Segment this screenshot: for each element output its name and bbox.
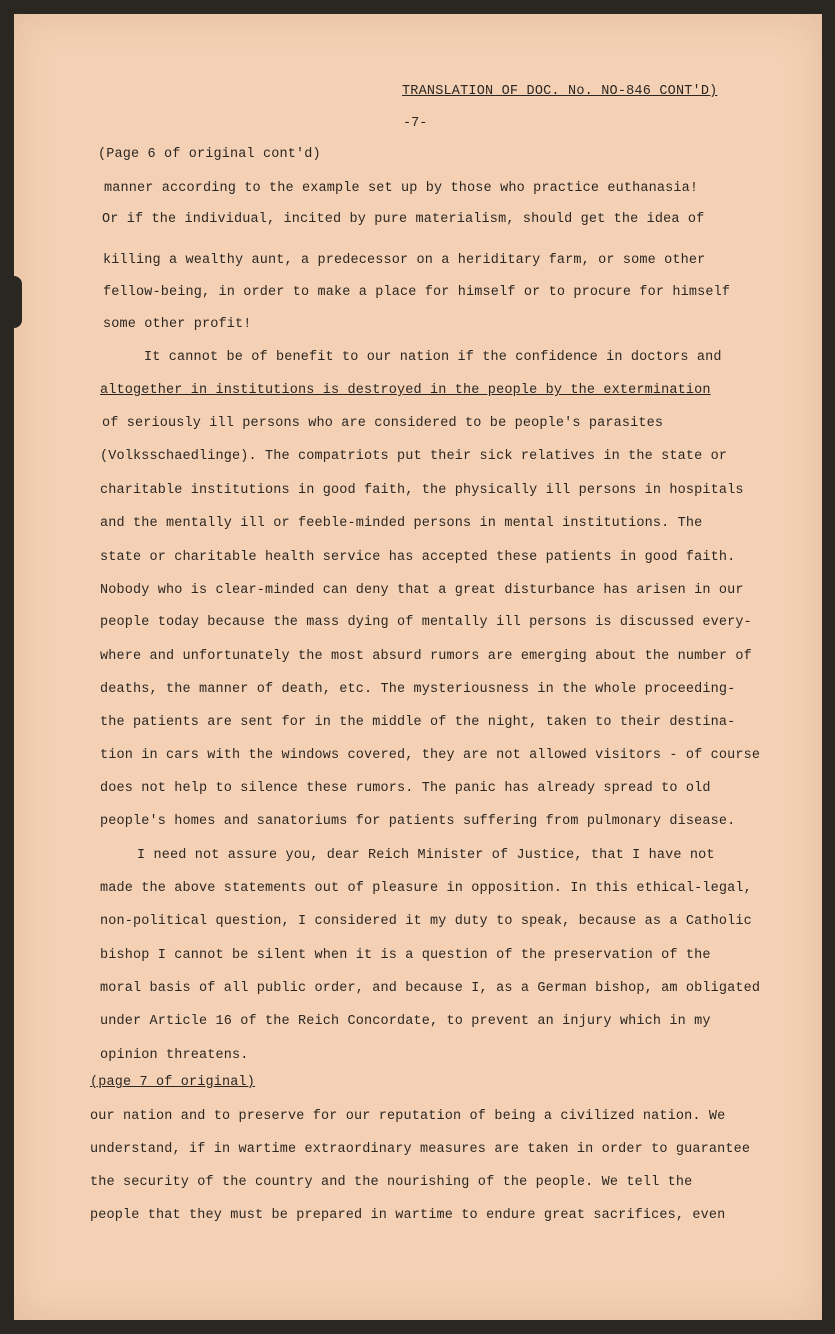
text-line: where and unfortunately the most absurd rumors are emerging about the number of xyxy=(100,649,752,664)
text-line: and the mentally ill or feeble-minded persons in mental institutions. The xyxy=(100,516,703,531)
punch-hole xyxy=(14,276,22,328)
text-line: manner according to the example set up by those who practice euthanasia! xyxy=(104,181,699,196)
text-line: does not help to silence these rumors. The panic has already spread to old xyxy=(100,781,711,796)
text-line: It cannot be of benefit to our nation if the confidence in doctors and xyxy=(144,350,722,365)
text-line: some other profit! xyxy=(103,317,252,332)
text-line: understand, if in wartime extraordinary measures are taken in order to guarantee xyxy=(90,1142,751,1157)
text-line: people today because the mass dying of mentally ill persons is discussed every- xyxy=(100,615,752,630)
text-line: I need not assure you, dear Reich Minister of Justice, that I have not xyxy=(137,848,715,863)
page-number: -7- xyxy=(403,116,428,131)
document-header: TRANSLATION OF DOC. No. NO-846 CONT'D) xyxy=(402,84,718,99)
text-line: moral basis of all public order, and because I, as a German bishop, am obligated xyxy=(100,981,761,996)
text-line: opinion threatens. xyxy=(100,1048,249,1063)
text-line: altogether in institutions is destroyed in the people by the extermination xyxy=(100,383,711,398)
document-page xyxy=(14,14,822,1320)
text-line: made the above statements out of pleasure in opposition. In this ethical-legal, xyxy=(100,881,752,896)
text-line: Or if the individual, incited by pure materialism, should get the idea of xyxy=(102,212,705,227)
text-line: killing a wealthy aunt, a predecessor on a heriditary farm, or some other xyxy=(103,253,706,268)
text-line: state or charitable health service has accepted these patients in good faith. xyxy=(100,550,736,565)
text-line: fellow-being, in order to make a place for himself or to procure for himself xyxy=(103,285,731,300)
text-line: under Article 16 of the Reich Concordate, to prevent an injury which in my xyxy=(100,1014,711,1029)
text-line: tion in cars with the windows covered, they are not allowed visitors - of course xyxy=(100,748,761,763)
page-marker: (page 7 of original) xyxy=(90,1075,256,1090)
text-line: the security of the country and the nourishing of the people. We tell the xyxy=(90,1175,693,1190)
text-line: bishop I cannot be silent when it is a question of the preservation of the xyxy=(100,948,711,963)
text-line: (Page 6 of original cont'd) xyxy=(98,147,321,162)
text-line: our nation and to preserve for our reputation of being a civilized nation. We xyxy=(90,1109,726,1124)
text-line: people's homes and sanatoriums for patients suffering from pulmonary disease. xyxy=(100,814,736,829)
text-line: (Volksschaedlinge). The compatriots put their sick relatives in the state or xyxy=(100,449,728,464)
text-line: of seriously ill persons who are considered to be people's parasites xyxy=(102,416,664,431)
text-line: non-political question, I considered it my duty to speak, because as a Catholic xyxy=(100,914,752,929)
text-line: the patients are sent for in the middle of the night, taken to their destina- xyxy=(100,715,736,730)
text-line: charitable institutions in good faith, the physically ill persons in hospitals xyxy=(100,483,744,498)
text-line: Nobody who is clear-minded can deny that a great disturbance has arisen in our xyxy=(100,583,744,598)
text-line: people that they must be prepared in wartime to endure great sacrifices, even xyxy=(90,1208,726,1223)
text-line: deaths, the manner of death, etc. The mysteriousness in the whole proceeding- xyxy=(100,682,736,697)
